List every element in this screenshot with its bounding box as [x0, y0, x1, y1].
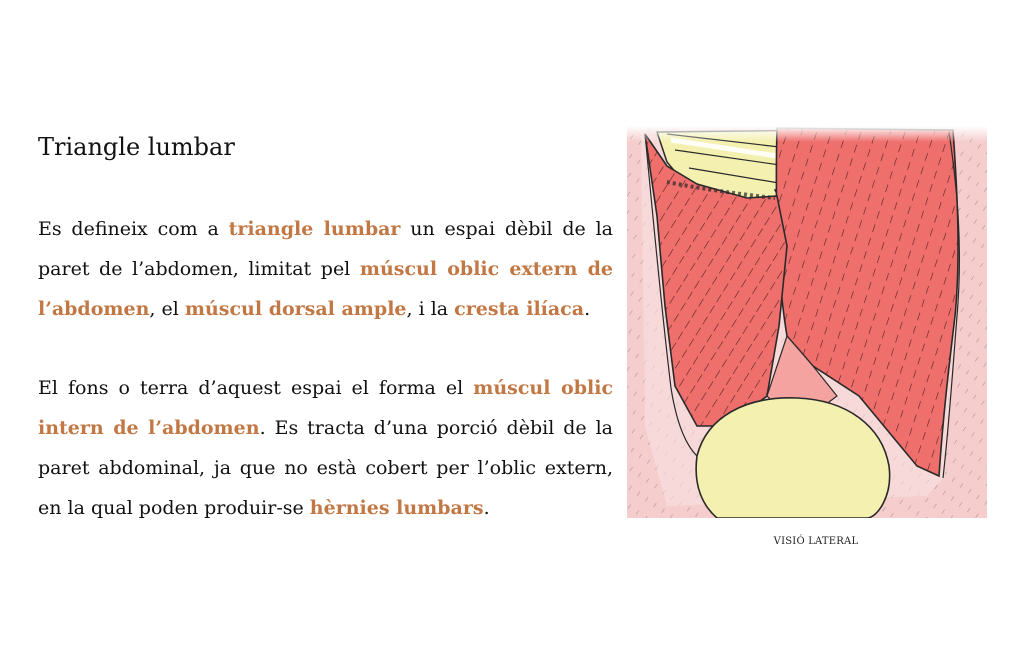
page-title: Triangle lumbar	[38, 133, 235, 161]
figure-caption: VISIÓ LATERAL	[773, 536, 859, 547]
anatomy-illustration-svg	[627, 126, 987, 518]
text-segment: , el	[149, 298, 185, 320]
text-segment: .	[483, 497, 490, 519]
text-segment: . Es tracta d’una porció dèbil de la paret abdominal, ja que no està cobert per l’oblic extern, en la qual poden produir-se	[38, 417, 614, 519]
text-segment: El fons o terra d’aquest espai el forma el	[38, 377, 474, 399]
anatomy-illustration	[627, 126, 987, 518]
link-musculo-oblic-intern[interactable]: múscul oblic intern de l’abdomen	[38, 377, 614, 439]
link-cresta-iliaca[interactable]: cresta ilíaca	[454, 298, 585, 320]
text-segment: un espai dèbil de la paret de l’abdomen, limitat pel	[38, 218, 613, 280]
link-triangle-lumbar[interactable]: triangle lumbar	[228, 218, 401, 240]
link-musculo-oblic-extern[interactable]: múscul oblic extern de l’abdomen	[38, 258, 613, 320]
link-hernies-lumbars[interactable]: hèrnies lumbars	[309, 497, 484, 519]
floor-paragraph	[38, 368, 613, 528]
link-musculo-dorsal-ample[interactable]: múscul dorsal ample	[184, 298, 407, 320]
definition-paragraph	[38, 209, 613, 329]
text-segment: .	[584, 298, 591, 320]
text-segment: , i la	[406, 298, 455, 320]
text-segment: Es defineix com a	[38, 218, 229, 240]
